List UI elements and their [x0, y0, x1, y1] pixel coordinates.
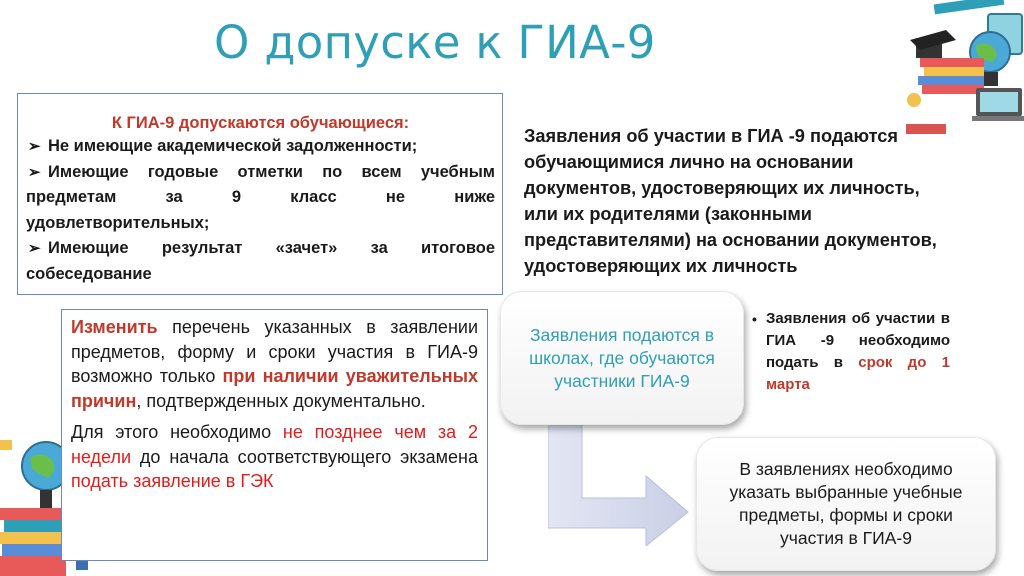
flow-box-submission-place: Заявления подаются в школах, где обучаются участники ГИА-9 [500, 291, 744, 425]
change-text: , подтвержденных документально. [136, 390, 426, 411]
bent-arrow-icon [548, 420, 690, 546]
deadline-date: срок до 1 марта [766, 354, 950, 393]
admission-item-continuation: предметам за 9 класс не ниже [26, 188, 495, 206]
submit-gek-text: подать заявление в ГЭК [71, 471, 274, 491]
applications-line: Заявления об участии в ГИА -9 подаются [524, 126, 898, 146]
admission-heading: К ГИА-9 допускаются обучающиеся: [111, 114, 410, 132]
applications-line: удостоверяющих их личность [524, 256, 798, 276]
admission-requirements-box [17, 93, 503, 295]
valid-reasons-text: при наличии уважительных причин [71, 366, 478, 411]
books-globe-illustration-icon [906, 0, 1024, 140]
arrow-bullet-icon: ➢ [28, 240, 41, 257]
procedure-text: Для этого необходимо [71, 422, 283, 442]
admission-item-continuation: удовлетворительных; [26, 213, 210, 232]
procedure-paragraph [71, 420, 478, 494]
admission-item [26, 160, 495, 186]
admission-item [26, 236, 495, 262]
page-title: О допуске к ГИА-9 [214, 16, 656, 69]
deadline-text [766, 308, 950, 396]
change-text: перечень указанных в заявлении предметов, форму и сроки участия в ГИА-9 возможно только [71, 317, 478, 386]
deadline-text-main: Заявления об участии в ГИА -9 необходимо подать в [766, 310, 950, 371]
admission-item-text: Не имеющие академической задолженности; [48, 137, 418, 155]
admission-item-text: Имеющие годовые отметки по всем учебным [48, 162, 495, 181]
change-conditions-box [61, 309, 488, 561]
applications-line: представителями) на основании документов, [524, 230, 937, 250]
admission-item-continuation: собеседование [26, 264, 152, 283]
bullet-dot-icon: • [752, 311, 757, 327]
procedure-text: до начала соответствующего экзамена [131, 446, 478, 467]
deadline-note [752, 308, 950, 396]
applications-line: документов, удостоверяющих их личность, [524, 178, 920, 198]
admission-item-text: Имеющие результат «зачет» за итоговое [48, 239, 495, 257]
applications-line: или их родителями (законными [524, 204, 812, 224]
arrow-bullet-icon: ➢ [28, 138, 41, 155]
deadline-two-weeks-text: не позднее чем за 2 недели [71, 422, 479, 467]
applications-paragraph [524, 123, 1004, 279]
change-keyword: Изменить [71, 317, 158, 337]
flow-box-application-content: В заявлениях необходимо указать выбранные учебные предметы, формы и сроки участия в ГИА-9 [696, 437, 996, 571]
applications-line: обучающимися лично на основании [524, 152, 854, 172]
arrow-bullet-icon: ➢ [28, 163, 41, 181]
change-paragraph [71, 315, 478, 413]
admission-item [26, 134, 495, 160]
